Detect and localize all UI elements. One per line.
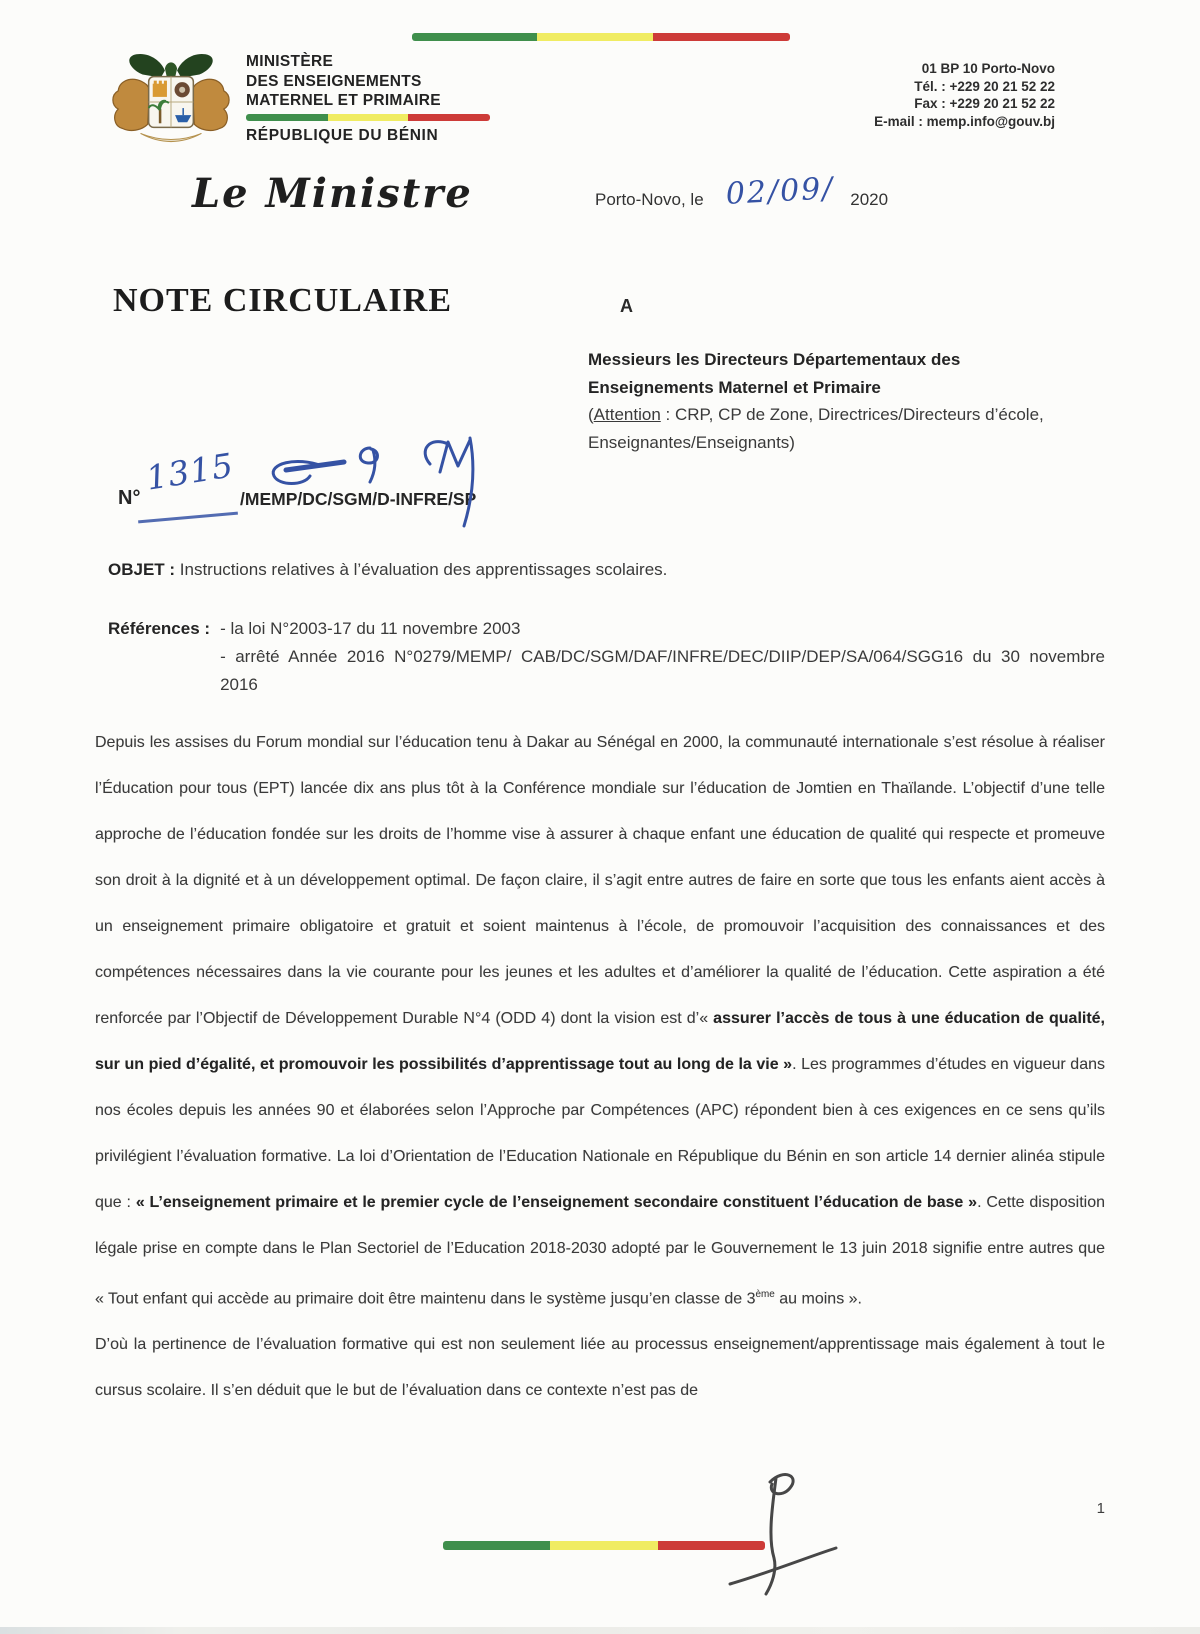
contact-block xyxy=(815,60,1055,130)
handwritten-underline xyxy=(138,512,238,523)
attention-word: Attention xyxy=(593,405,661,424)
addressee-to-label: A xyxy=(620,296,633,316)
reference-item-2: - arrêté Année 2016 N°0279/MEMP/ CAB/DC/SGM/DAF/INFRE/DEC/DIIP/DEP/SA/064/SGG16 du 30 novembre 2016 xyxy=(220,647,1105,694)
objet-line xyxy=(108,560,667,580)
addressee-line-2: Enseignements Maternel et Primaire xyxy=(588,377,881,397)
addressee-block xyxy=(588,346,1066,456)
ref-number-suffix: /MEMP/DC/SGM/D-INFRE/SP xyxy=(240,489,477,509)
contact-email: E-mail : memp.info@gouv.bj xyxy=(874,113,1055,129)
body-paragraph: Depuis les assises du Forum mondial sur l’éducation tenu à Dakar au Sénégal en 2000, la communauté internationale s’est résolue à réaliser l’Éducation pour tous (EPT) lancée dix ans plus tôt à la Conférence mondiale sur l’éducation de Jomtien en Thaïlande. L’objectif d’une telle approche de l’éducation fondée sur les droits de l’homme vise à assurer à chaque enfant une éducation de qualité qui respecte et promeuve son droit à la dignité et à un développement optimal. De façon claire, il s’agit entre autres de faire en sorte que tous les enfants aient accès à un enseignement primaire obligatoire et gratuit et soient maintenus à l’école, de promouvoir l’acquisition des connaissances et des compétences nécessaires dans la vie courante pour les jeunes et les adultes et d’améliorer la qualité de l’éducation. Cette aspiration a été renforcée par l’Objectif de Développement Durable N°4 (ODD 4) dont la vision est d’« assurer l’accès de tous à une éducation de qualité, sur un pied d’égalité, et promouvoir les possibilités d’apprentissage tout au long de la vie ». Les programmes d’études en vigueur dans nos écoles depuis les années 90 et élaborées selon l’Approche par Compétences (APC) répondent bien à ces exigences en ce sens qu’ils privilégient l’évaluation formative. La loi d’Orientation de l’Education Nationale en République du Bénin en son article 14 dernier alinéa stipule que : « L’enseignement primaire et le premier cycle de l’enseignement secondaire constituent l’éducation de base ». Cette disposition légale prise en compte dans le Plan Sectoriel de l’Education 2018-2030 adopté par le Gouvernement le 13 juin 2018 signifie entre autres que « Tout enfant qui accède au primaire doit être maintenu dans le système jusqu’en classe de 3ème au moins ». xyxy=(95,734,1106,1308)
handwritten-ref-number: 1315 xyxy=(143,445,237,498)
contact-address: 01 BP 10 Porto-Novo xyxy=(921,61,1055,76)
objet-text: Instructions relatives à l’évaluation des apprentissages scolaires. xyxy=(175,560,668,579)
handwritten-initials-icon xyxy=(252,428,522,546)
attention-rest: : CRP, CP de Zone, Directrices/Directeurs d’école, Enseignantes/Enseignants) xyxy=(588,405,1044,452)
document-title: NOTE CIRCULAIRE xyxy=(113,282,452,319)
page-number: 1 xyxy=(1096,1500,1105,1517)
references-list xyxy=(220,615,1105,699)
flag-segment-red xyxy=(653,33,790,41)
flag-segment-green xyxy=(412,33,537,41)
ministry-line-1: MINISTÈRE xyxy=(246,53,334,70)
flag-bar-footer xyxy=(443,1541,765,1550)
republic-label: RÉPUBLIQUE DU BÉNIN xyxy=(246,127,439,144)
flag-segment-yellow xyxy=(328,114,408,121)
ministry-name-block xyxy=(246,52,441,111)
scan-edge xyxy=(0,1627,1200,1634)
handwritten-paraphe-signature-icon xyxy=(718,1460,848,1605)
place-date-prefix: Porto-Novo, le xyxy=(595,190,704,209)
attention-open: ( xyxy=(588,405,594,424)
references-block xyxy=(108,615,1105,699)
ministry-line-3: MATERNEL ET PRIMAIRE xyxy=(246,92,441,109)
flag-segment-red xyxy=(408,114,490,121)
objet-label: OBJET : xyxy=(108,560,176,579)
date-year: 2020 xyxy=(850,190,889,209)
addressee-line-1: Messieurs les Directeurs Départementaux des xyxy=(588,350,961,369)
handwritten-date: 02/09/ xyxy=(724,171,835,212)
body-paragraph: D’où la pertinence de l’évaluation formative qui est non seulement liée au processus enseignement/apprentissage mais également à tout le cursus scolaire. Il s’en déduit que le but de l’évaluation dans ce contexte n’est pas de xyxy=(95,1336,1105,1400)
ref-number-prefix: N° xyxy=(118,487,141,509)
ministry-line-2: DES ENSEIGNEMENTS xyxy=(246,72,422,90)
flag-segment-yellow xyxy=(537,33,653,41)
body-text xyxy=(95,720,1105,1414)
reference-item-1: - la loi N°2003-17 du 11 novembre 2003 xyxy=(220,619,521,638)
flag-segment-green xyxy=(443,1541,550,1550)
place-date-line xyxy=(595,171,889,213)
flag-bar-top xyxy=(412,33,790,41)
minister-title: Le Ministre xyxy=(192,170,473,217)
flag-bar-ministry xyxy=(246,114,490,121)
benin-coat-of-arms-icon xyxy=(104,46,238,162)
attention-line xyxy=(588,401,1066,456)
contact-phone: Tél. : +229 20 21 52 22 xyxy=(914,78,1055,94)
flag-segment-green xyxy=(246,114,328,121)
flag-segment-yellow xyxy=(550,1541,658,1550)
contact-fax: Fax : +229 20 21 52 22 xyxy=(914,96,1055,111)
references-label: Références : xyxy=(108,619,211,638)
